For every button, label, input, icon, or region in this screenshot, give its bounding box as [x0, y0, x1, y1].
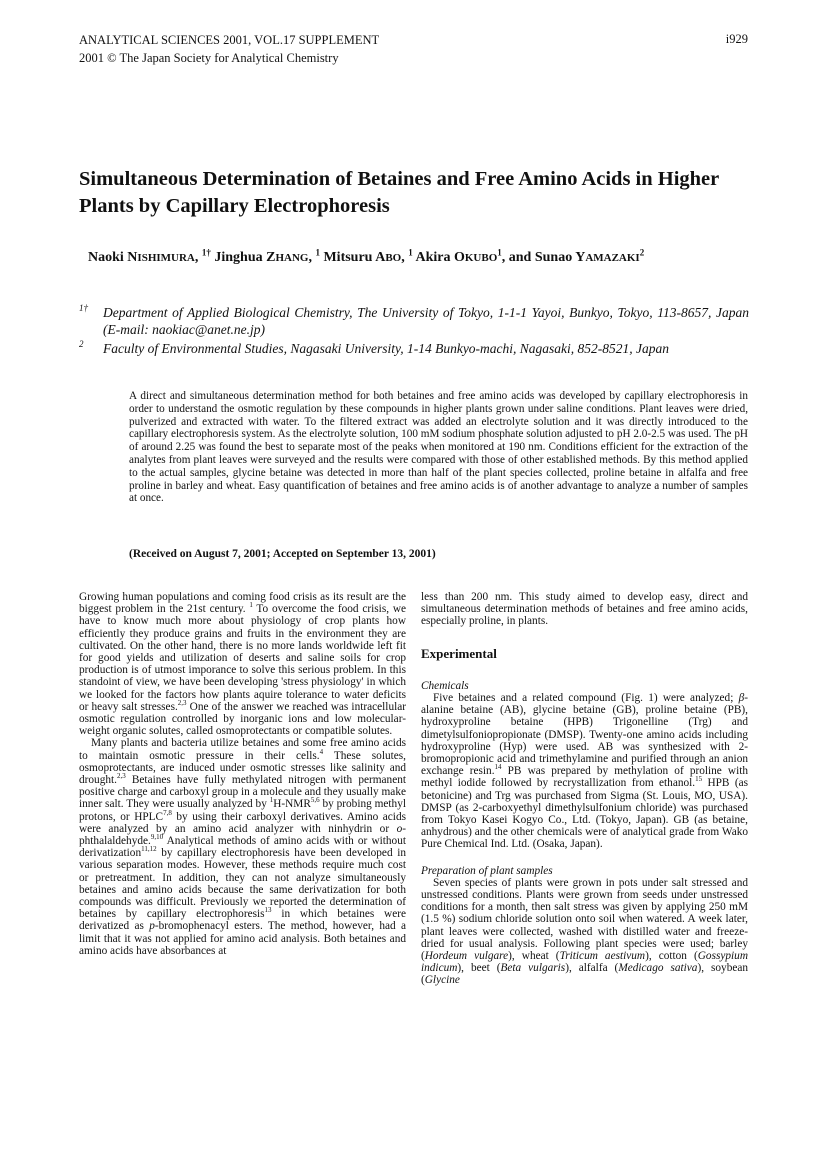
author: Sunao YAMAZAKI$^2$ [534, 247, 645, 265]
section-heading: Experimental [421, 645, 497, 661]
affiliation-text: Department of Applied Biological Chemistry, The University of Tokyo, 1-1-1 Yayoi, Bunkyo, Tokyo, 113-8657, Japan (E-mail: naokiac@anet.ne.jp) [103, 305, 749, 337]
page-number: i929 [725, 32, 748, 46]
subsection-heading: Chemicals [421, 679, 469, 692]
abstract: A direct and simultaneous determination method for both betaines and free amino acids was developed by capillary electrophoresis in order to understand the osmotic regulation by these compounds in higher plants grown under saline conditions. Plant leaves were dried, pulverized and extracted with water. To the filtered extract was added an electrolyte solution and it was directly introduced to the capillary electrophoresis system. As the electrolyte solution, 100 mM sodium phosphate solution adjusted to pH 2.0-2.5 was used. The pH of around 2.25 was found the best to separate most of the peaks when monitored at 190 nm. Conditions efficient for the extraction of the analytes from plant leaves were surveyed and the results were compared with those of other established methods. By this method applied to the actual samples, glycine betaine was detected in more than half of the plant species collected, proline betaine in alfalfa and free proline in barley and wheat. Easy quantification of betaines and free amino acids is of another advantage to analyze a number of samples at once. [129, 390, 748, 505]
affiliation-mark: 1† [79, 303, 88, 313]
received-dates: (Received on August 7, 2001; Accepted on September 13, 2001) [129, 548, 436, 560]
affiliation-text: Faculty of Environmental Studies, Nagasaki University, 1-14 Bunkyo-machi, Nagasaki, 852-8521, Japan [103, 341, 670, 356]
author: Mitsuru ABO, $^1$ [323, 247, 413, 265]
author: Naoki NISHIMURA, $^{1\dagger}$ [88, 247, 211, 265]
body-paragraph: Five betaines and a related compound (Fig. 1) were analyzed; β-alanine betaine (AB), glycine betaine (GB), proline betaine (PB), hydroxyproline betaine (HPB) Trigonelline (Trg) and dimetylsulfoniopropionate (DMSP). Twenty-one amino acids including hydroxyproline (Hyp) were used. AB was synthesized with 2-bromopropionic acid and trimethylamine and purified through an anion exchange resin.$^{14}$ PB was prepared by methylation of proline with methyl iodide followed by recrystallization from ethanol.$^{15}$ HPB (as betonicine) and Trg was purchased from Sigma (St. Louis, MO, USA). DMSP (as 2-carboxyethyl dimethylsulfonium chloride) was purchased from Tokyo Kasei Kogyo Co., Ltd. (Tokyo, Japan). GB (as betaine, anhydrous) and the other chemicals were of analytical grade from Wako Pure Chemical Ind. Ltd. (Osaka, Japan). [421, 692, 749, 851]
right-column [421, 591, 748, 987]
journal-name: ANALYTICAL SCIENCES 2001, VOL.17 SUPPLEMENT [79, 33, 380, 47]
body-paragraph: Seven species of plants were grown in pots under salt stressed and unstressed conditions. Plants were grown from seeds under unstressed conditions for a month, then salt stress was given by applying 250 mM (1.5 %) sodium chloride solution onto soil when watered. A week later, plant leaves were collected, washed with distilled water and freeze-dried for usual analysis. Following plant species were used; barley (Hordeum vulgare), wheat (Triticum aestivum), cotton (Gossypium indicum), beet (Beta vulgaris), alfalfa (Medicago sativa), soybean (Glycine [421, 876, 749, 987]
body-paragraph: less than 200 nm. This study aimed to develop easy, direct and simultaneous determination methods of betaines and free amino acids, especially proline, in plants. [421, 591, 748, 628]
affiliation-mark: 2 [79, 339, 84, 349]
subsection-heading: Preparation of plant samples [421, 864, 553, 877]
left-column [79, 591, 406, 957]
body-paragraph: Many plants and bacteria utilize betaines and some free amino acids to maintain osmotic pressure in their cells.$^4$ These solutes, osmoprotectants, are induced under osmotic stresses like salinity and drought.$^{2,3}$ Betaines have fully methylated nitrogen with permanent positive charge and carboxyl group in a molecule and they usually make inner salt. They were usually analyzed by $^1$H-NMR$^{5,6}$ by probing methyl protons, or HPLC$^{7,8}$ by using their carboxyl derivatives. Amino acids were analyzed by an amino acid analyzer with ninhydrin or o-phthalaldehyde.$^{9,10}$ Analytical methods of amino acids with or without derivatization$^{11,12}$ by capillary electrophoresis have been developed in various separation modes. However, these methods require much cost or pretreatment. In addition, they can not analyze simultaneously betaines and amino acids because the same derivatization for both compounds was difficult. Previously we reported the determination of betaines by capillary electrophoresis$^{13}$ in which betaines were derivatized as p-bromophenacyl esters. The method, however, had a limit that it was not applied for amino acid analysis. Both betaines and amino acids have absorbances at [79, 737, 407, 957]
author: Jinghua ZHANG, $^1$ [214, 247, 320, 265]
author-list [88, 247, 644, 266]
affiliation [79, 304, 749, 338]
body-paragraph: Growing human populations and coming food crisis as its result are the biggest problem in the 21st century. $^1$ To overcome the food crisis, we have to know much more about physiology of crop plants how efficiently they produce grains and fruits in the environment they are cultivated. On the other hand, there is no more lands worldwide left fit for good yields and utilization of deserts and saline soils for crop production is of utmost imporance to solve this serious problem. In this standoint of view, we have been developing 'stress physiology' in which we looked for the factors how plants aquire tolerance to water deficits or heavy salt stresses.$^{2,3}$ One of the answer we reached was intracellular osmotic regulation controlled by inorganic ions and low molecular-weight organic solutes, called osmoprotectants or compatible solutes. [79, 591, 407, 738]
paper-title: Simultaneous Determination of Betaines and Free Amino Acids in Higher Plants by Capillary Electrophoresis [79, 168, 719, 217]
author: Akira OKUBO$^1$, and [415, 247, 535, 265]
copyright-line: 2001 © The Japan Society for Analytical Chemistry [79, 51, 339, 65]
affiliation [79, 340, 749, 357]
